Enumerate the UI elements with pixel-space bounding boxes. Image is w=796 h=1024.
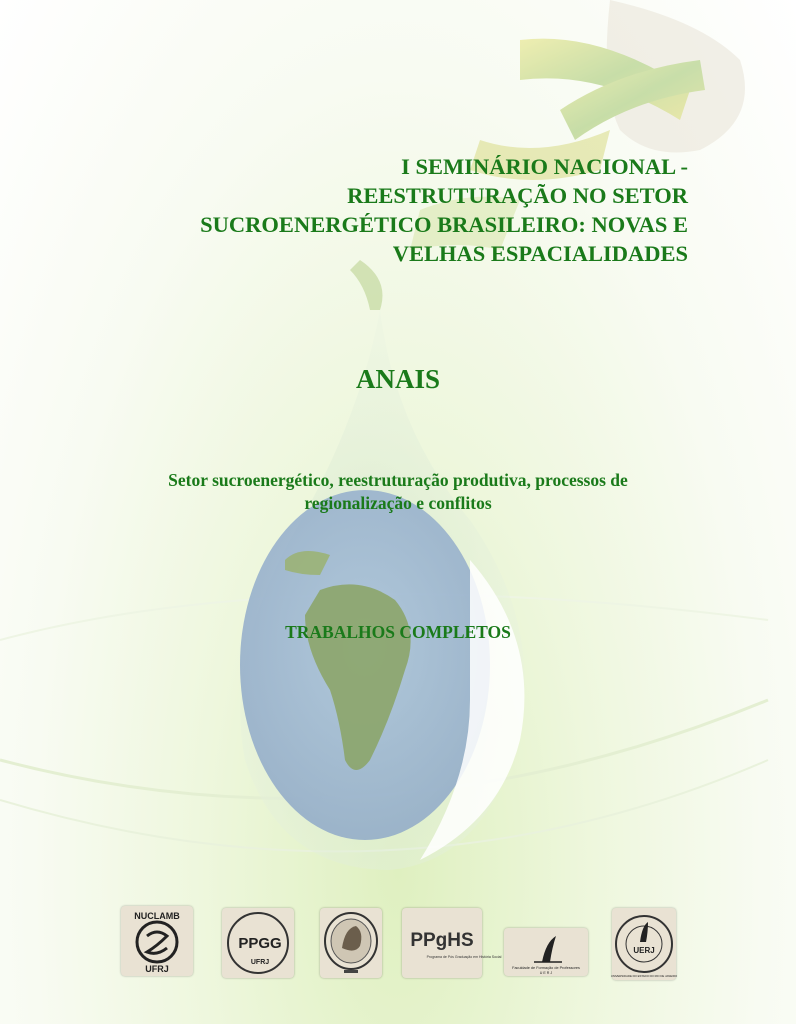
trabalhos-heading: TRABALHOS COMPLETOS [285,622,511,642]
subtitle-line: regionalização e conflitos [304,493,492,513]
uerj-ring-text: UNIVERSIDADE DO ESTADO DO RIO DE JANEIRO [610,974,678,978]
nuclamb-name: NUCLAMB [134,911,180,921]
ppgg-name: PPGG [238,935,282,952]
institution-logos [0,900,768,990]
anais-heading: ANAIS [355,364,441,394]
uerj-logo [612,908,676,980]
title-line: VELHAS ESPACIALIDADES [392,241,688,266]
ppghs-logo [402,908,502,978]
subtitle-line: Setor sucroenergético, reestruturação produtiva, processos de [168,470,628,490]
document-subtitle [110,469,686,515]
ffp-university: U E R J [539,971,553,975]
ppgg-logo [222,908,294,978]
uerj-name: UERJ [633,946,655,955]
ffp-name: Faculdade de Formação de Professores [512,966,580,970]
nuclamb-logo [121,906,193,976]
nuclamb-university: UFRJ [145,964,169,974]
ppghs-subtitle: Programa de Pós Graduação em História Social [426,955,502,959]
title-line: REESTRUTURAÇÃO NO SETOR [347,183,688,208]
title-line: SUCROENERGÉTICO BRASILEIRO: NOVAS E [200,212,688,237]
ppgg-university: UFRJ [250,959,270,966]
ppghs-name: PPgHS [410,930,474,951]
ffp-logo [504,928,588,976]
title-line: I SEMINÁRIO NACIONAL - [401,154,688,179]
document-title [110,152,688,268]
ufrj-seal-logo [320,908,382,978]
